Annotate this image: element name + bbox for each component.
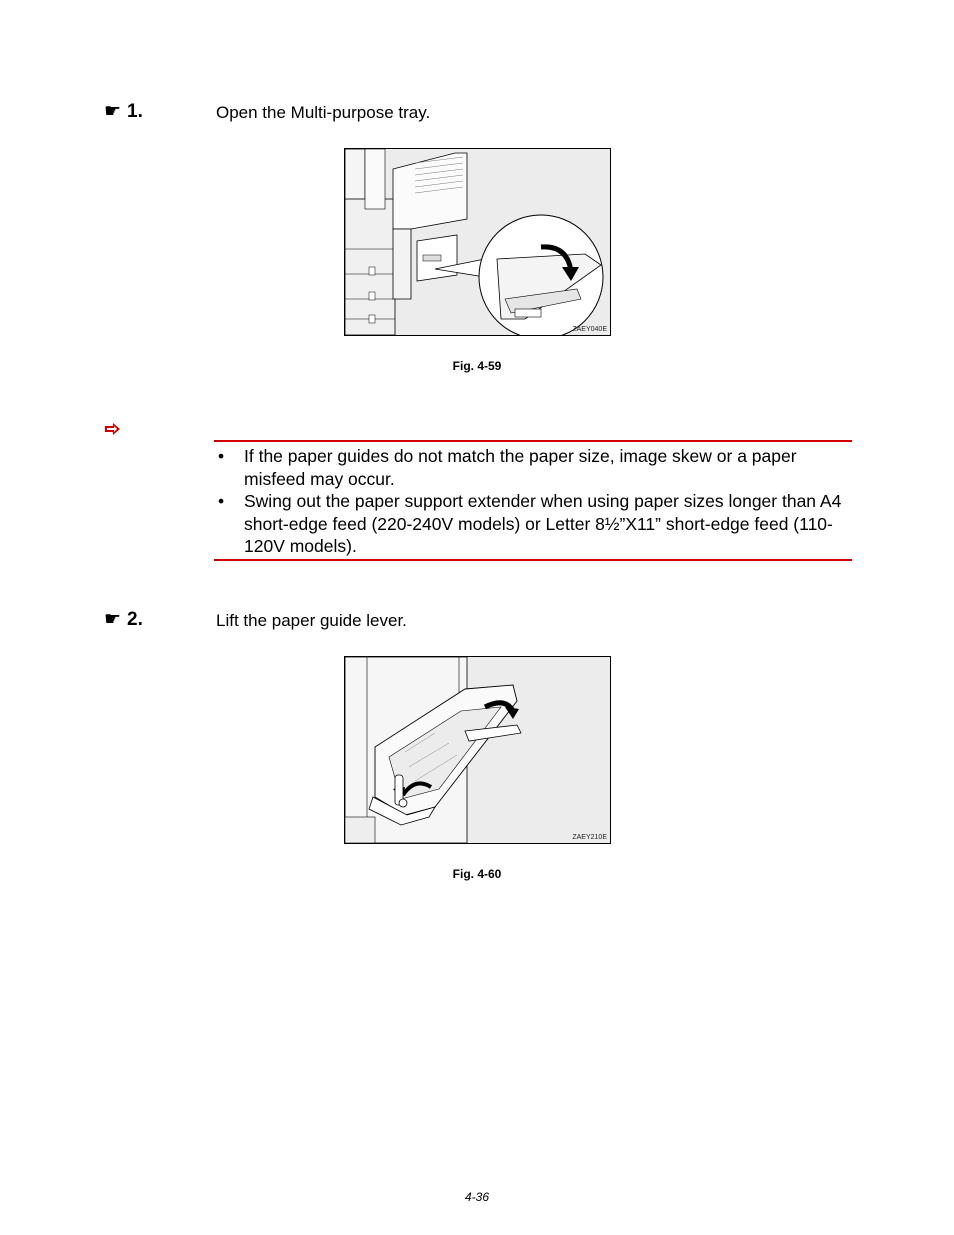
paper-guide-lever-illustration — [345, 657, 610, 843]
step-1-text: Open the Multi-purpose tray. — [216, 103, 431, 122]
step-2-number-label: 2. — [127, 608, 143, 630]
step-2-text: Lift the paper guide lever. — [216, 611, 407, 630]
bullet-icon: • — [218, 446, 225, 466]
bullet-icon: • — [218, 491, 225, 511]
step-1-number — [104, 100, 143, 123]
note-item-text: Swing out the paper support extender when using paper sizes longer than A4 short-edge feed (220-240V models) or Letter 8½”X11” short-edge feed (110-120V models). — [244, 491, 842, 556]
figure-4-59 — [344, 148, 611, 336]
note-box — [214, 440, 852, 561]
note-item-text: If the paper guides do not match the paper size, image skew or a paper misfeed may occur. — [244, 446, 797, 489]
note-item — [214, 445, 852, 490]
figure-caption: Fig. 4-59 — [452, 359, 502, 373]
figure-4-60 — [344, 656, 611, 844]
note-list — [214, 445, 852, 558]
page-number: 4-36 — [464, 1190, 490, 1204]
step-2-number — [104, 608, 143, 631]
printer-open-tray-illustration — [345, 149, 610, 335]
pointing-hand-icon: ☛ — [104, 609, 122, 630]
note-item — [214, 490, 852, 558]
pointing-hand-icon: ☛ — [104, 101, 122, 122]
pointing-hand-icon — [104, 422, 122, 436]
figure-caption: Fig. 4-60 — [452, 867, 502, 881]
step-1-number-label: 1. — [127, 100, 143, 122]
figure-code: ZAEY040E — [572, 326, 607, 333]
figure-code: ZAEY210E — [572, 834, 607, 841]
